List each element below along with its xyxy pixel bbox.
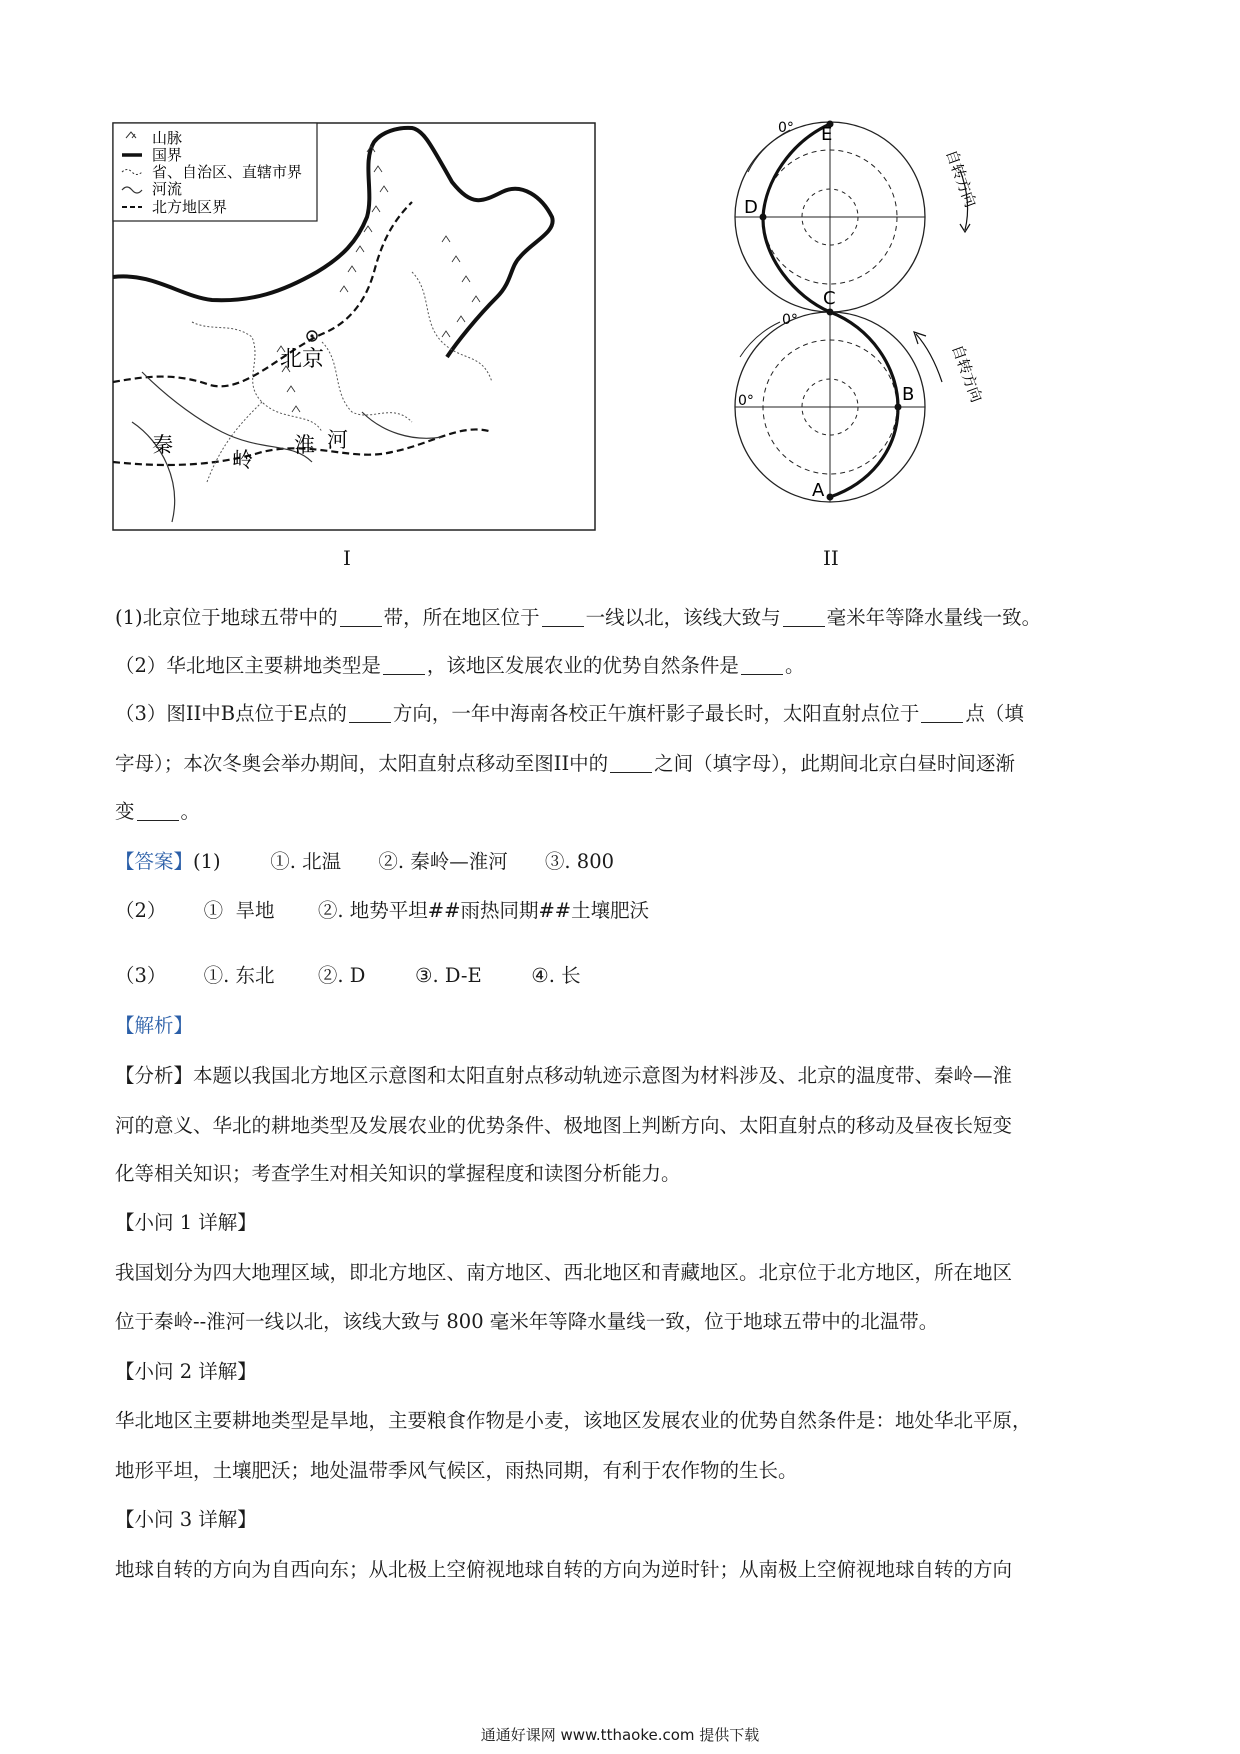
figure2-caption: II: [823, 546, 839, 570]
solar-path-svg: [720, 112, 986, 542]
answer-blank: [610, 752, 652, 773]
answer-line-2: （2） ① 旱地 ②. 地势平坦##雨热同期##土壤肥沃: [115, 899, 650, 922]
analysis-paragraph: 河的意义、华北的耕地类型及发展农业的优势条件、极地图上判断方向、太阳直射点的移动及昼夜长短变: [115, 1114, 1013, 1137]
figure1-caption: I: [343, 546, 351, 570]
north-region-boundary: [113, 202, 492, 465]
lower-rotation-arc: [740, 322, 780, 357]
label-he: 河: [327, 428, 348, 452]
analysis-tag: 【解析】: [115, 1014, 194, 1037]
point-d: [760, 214, 767, 221]
analysis-paragraph: 华北地区主要耕地类型是旱地，主要粮食作物是小麦，该地区发展农业的优势自然条件是：地处华北平原，: [115, 1409, 1032, 1432]
legend-label: 山脉: [152, 129, 183, 147]
answer-line-3: （3） ①. 东北 ②. D ③. D-E ④. 长: [115, 964, 581, 987]
answer-blank: [921, 702, 963, 723]
answer-blank: [383, 654, 425, 675]
answer-blank: [349, 702, 391, 723]
analysis-paragraph: 化等相关知识；考查学生对相关知识的掌握程度和读图分析能力。: [115, 1162, 681, 1185]
analysis-paragraph: 【分析】本题以我国北方地区示意图和太阳直射点移动轨迹示意图为材料涉及、北京的温度带、秦岭—淮: [115, 1064, 1013, 1087]
legend-label: 河流: [152, 180, 183, 198]
analysis-paragraph: 地形平坦，土壤肥沃；地处温带季风气候区，雨热同期，有利于农作物的生长。: [115, 1459, 798, 1482]
question-1: (1)北京位于地球五带中的 带，所在地区位于 一线以北，该线大致与 毫米年等降水量线一致。: [115, 606, 1042, 629]
svg-text:自转方向: 自转方向: [942, 147, 980, 210]
label-huai: 淮: [294, 433, 315, 457]
question-2: （2）华北地区主要耕地类型是 ，该地区发展农业的优势自然条件是 。: [115, 654, 805, 677]
svg-text:自转方向: 自转方向: [948, 342, 986, 405]
label-zero-degree: 0°: [782, 312, 798, 328]
answer-tag: 【答案】: [115, 850, 194, 873]
question-3-line-1: （3）图II中B点位于E点的 方向，一年中海南各校正午旗杆影子最长时，太阳直射点位于 点（填: [115, 702, 1024, 725]
question-3-line-2: 字母）；本次冬奥会举办期间，太阳直射点移动至图II中的 之间（填字母），此期间北京白昼时间逐渐: [115, 752, 1015, 775]
answer-blank: [542, 606, 584, 627]
answer-blank: [783, 606, 825, 627]
subquestion-heading: 【小问 1 详解】: [115, 1211, 257, 1234]
label-b: B: [902, 384, 915, 405]
answer-blank: [340, 606, 382, 627]
label-zero-degree: 0°: [738, 393, 754, 409]
label-c: C: [823, 288, 836, 309]
answer-line-1: 【答案】(1) ①. 北温 ②. 秦岭—淮河 ③. 800: [115, 850, 615, 873]
point-b: [895, 404, 902, 411]
subquestion-heading: 【小问 2 详解】: [115, 1360, 257, 1383]
rotation-direction-upper: [942, 147, 979, 210]
legend-label: 国界: [152, 146, 183, 164]
answer-blank: [137, 800, 179, 821]
solar-path-figure: [720, 112, 986, 542]
label-d: D: [744, 197, 758, 218]
analysis-paragraph: 地球自转的方向为自西向东；从北极上空俯视地球自转的方向为逆时针；从南极上空俯视地球自转的方向: [115, 1558, 1013, 1581]
label-e: E: [821, 124, 833, 145]
label-a: A: [812, 480, 825, 501]
question-3-line-3: 变 。: [115, 800, 201, 823]
label-zero-degree: 0°: [778, 120, 794, 136]
rivers: [132, 372, 442, 522]
analysis-paragraph: 位于秦岭--淮河一线以北，该线大致与 800 毫米年等降水量线一致，位于地球五带中的北温带。: [115, 1310, 939, 1333]
label-qin: 秦: [152, 433, 173, 457]
label-ling: 岭: [232, 448, 253, 472]
legend-label: 北方地区界: [152, 198, 228, 216]
point-c: [827, 309, 834, 316]
page-footer: 通通好课网 www.tthaoke.com 提供下载: [480, 1726, 760, 1744]
upper-rotation-arc: [748, 130, 790, 172]
point-a: [827, 494, 834, 501]
answer-blank: [741, 654, 783, 675]
legend-label: 省、自治区、直辖市界: [152, 163, 303, 181]
label-beijing: 北京: [280, 347, 325, 372]
analysis-paragraph: 我国划分为四大地理区域，即北方地区、南方地区、西北地区和青藏地区。北京位于北方地区，所在地区: [115, 1261, 1013, 1284]
map-svg: [112, 122, 596, 532]
map-figure-north-china: [112, 122, 596, 532]
rotation-direction-lower: [948, 342, 985, 405]
subquestion-heading: 【小问 3 详解】: [115, 1508, 257, 1531]
